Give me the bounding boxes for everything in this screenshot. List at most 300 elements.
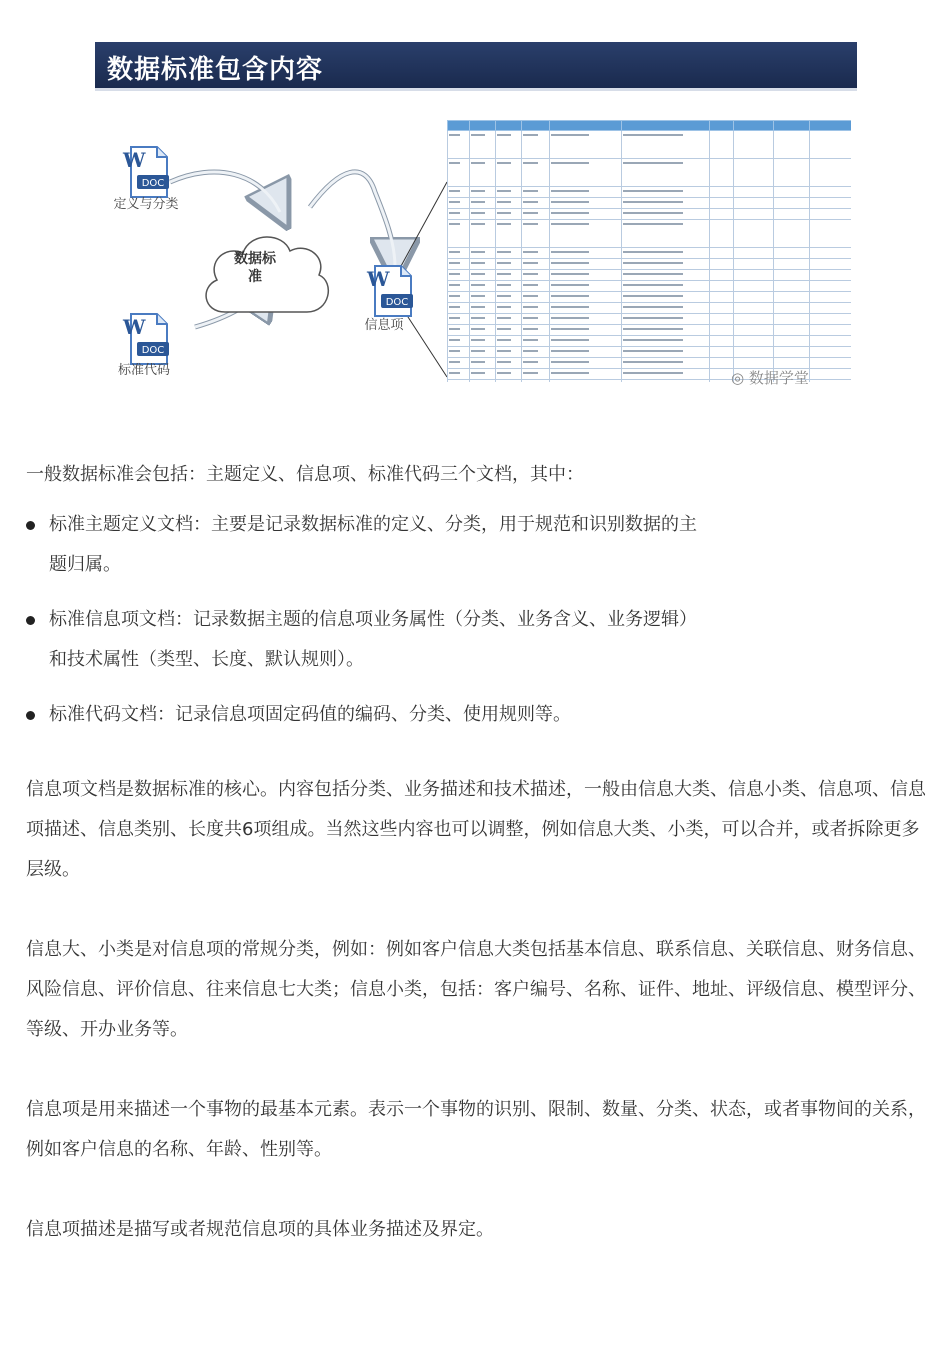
bullet-item <box>26 695 709 735</box>
table-cell <box>522 369 550 380</box>
table-cell <box>470 159 496 187</box>
table-row <box>448 336 852 347</box>
table-cell <box>496 159 522 187</box>
table-cell <box>470 325 496 336</box>
table-cell <box>734 347 774 358</box>
table-cell <box>734 303 774 314</box>
illegible-text-bar <box>623 328 683 330</box>
illegible-text-bar <box>471 350 485 352</box>
table-cell <box>550 187 622 198</box>
table-cell <box>774 347 810 358</box>
illegible-text-bar <box>497 284 511 286</box>
illegible-text-bar <box>449 284 460 286</box>
word-doc-icon <box>121 312 173 368</box>
illegible-text-bar <box>471 295 485 297</box>
table-cell <box>448 292 470 303</box>
table-cell <box>470 358 496 369</box>
table-cell <box>496 292 522 303</box>
table-cell <box>774 281 810 292</box>
table-cell <box>496 270 522 281</box>
illegible-text-bar <box>551 134 589 136</box>
paragraph: 信息项描述是描写或者规范信息项的具体业务描述及界定。 <box>26 1219 494 1240</box>
info-item-table-thumbnail <box>447 120 851 382</box>
table-cell <box>710 159 734 187</box>
illegible-text-bar <box>523 262 538 264</box>
paragraph: 信息项是用来描述一个事物的最基本元素。表示一个事物的识别、限制、数量、分类、状态，或者事物间的关系，例如客户信息的名称、年龄、性别等。 <box>26 1099 926 1160</box>
illegible-text-bar <box>497 212 511 214</box>
illegible-text-bar <box>623 134 683 136</box>
illegible-text-bar <box>497 339 511 341</box>
table-cell <box>550 281 622 292</box>
table-cell <box>810 281 852 292</box>
illegible-text-bar <box>449 317 460 319</box>
illegible-text-bar <box>497 251 511 253</box>
table-cell <box>622 209 710 220</box>
illegible-text-bar <box>523 295 538 297</box>
doc-label-info-item: 信息项 <box>364 318 404 333</box>
table-cell <box>810 259 852 270</box>
table-row <box>448 220 852 248</box>
table-cell <box>448 259 470 270</box>
table-cell <box>710 131 734 159</box>
paragraph: 信息大、小类是对信息项的常规分类，例如：例如客户信息大类包括基本信息、联系信息、关联信息、财务信息、风险信息、评价信息、往来信息七大类；信息小类，包括：客户编号、名称、证件、地址、评级信息、模型评分、等级、开办业务等。 <box>26 939 926 1040</box>
illegible-text-bar <box>523 284 538 286</box>
table-row <box>448 292 852 303</box>
table-cell <box>622 314 710 325</box>
illegible-text-bar <box>471 284 485 286</box>
table-cell <box>522 220 550 248</box>
illegible-text-bar <box>523 190 538 192</box>
illegible-text-bar <box>523 328 538 330</box>
illegible-text-bar <box>497 317 511 319</box>
illegible-text-bar <box>449 306 460 308</box>
illegible-text-bar <box>523 317 538 319</box>
illegible-text-bar <box>523 339 538 341</box>
table-cell <box>496 325 522 336</box>
illegible-text-bar <box>551 162 589 164</box>
table-cell <box>448 187 470 198</box>
table-cell <box>448 369 470 380</box>
table-cell <box>550 198 622 209</box>
table-cell <box>810 347 852 358</box>
table-cell <box>774 248 810 259</box>
table-cell <box>448 209 470 220</box>
table-cell <box>710 187 734 198</box>
table-cell <box>622 220 710 248</box>
table-cell <box>774 220 810 248</box>
table-cell <box>550 303 622 314</box>
table-cell <box>550 259 622 270</box>
illegible-text-bar <box>623 251 683 253</box>
table-cell <box>470 281 496 292</box>
data-standard-figure <box>95 42 857 408</box>
table-cell <box>622 358 710 369</box>
table-cell <box>774 303 810 314</box>
wechat-icon: ◎ <box>731 369 745 387</box>
illegible-text-bar <box>497 223 511 225</box>
table-cell <box>448 270 470 281</box>
table-cell <box>774 314 810 325</box>
table-cell <box>734 292 774 303</box>
illegible-text-bar <box>471 190 485 192</box>
table-cell <box>710 325 734 336</box>
illegible-text-bar <box>623 317 683 319</box>
table-cell <box>810 270 852 281</box>
cloud-label: 数据标准 <box>234 251 276 285</box>
table-cell <box>448 198 470 209</box>
table-cell <box>774 187 810 198</box>
table-cell <box>522 358 550 369</box>
table-cell <box>496 303 522 314</box>
illegible-text-bar <box>623 273 683 275</box>
illegible-text-bar <box>623 306 683 308</box>
table-cell <box>448 281 470 292</box>
illegible-text-bar <box>551 361 589 363</box>
table-cell <box>710 259 734 270</box>
table-cell <box>448 220 470 248</box>
illegible-text-bar <box>449 372 460 374</box>
illegible-text-bar <box>523 134 538 136</box>
illegible-text-bar <box>449 339 460 341</box>
illegible-text-bar <box>449 212 460 214</box>
illegible-text-bar <box>523 201 538 203</box>
table-cell <box>710 292 734 303</box>
table-cell <box>522 380 550 383</box>
table-cell <box>810 187 852 198</box>
table-header-cell <box>550 121 622 131</box>
table-cell <box>622 336 710 347</box>
illegible-text-bar <box>497 162 511 164</box>
table-cell <box>496 248 522 259</box>
illegible-text-bar <box>523 251 538 253</box>
table-cell <box>810 314 852 325</box>
table-row <box>448 209 852 220</box>
table-row <box>448 131 852 159</box>
table-row <box>448 281 852 292</box>
table-cell <box>470 187 496 198</box>
illegible-text-bar <box>551 212 589 214</box>
table-cell <box>550 380 622 383</box>
table-row <box>448 248 852 259</box>
illegible-text-bar <box>523 273 538 275</box>
table-cell <box>734 159 774 187</box>
table-row <box>448 270 852 281</box>
svg-text:DOC: DOC <box>141 178 165 189</box>
illegible-text-bar <box>623 350 683 352</box>
table-cell <box>448 159 470 187</box>
table-cell <box>810 369 852 380</box>
table-cell <box>734 259 774 270</box>
table-row <box>448 314 852 325</box>
table-cell <box>550 270 622 281</box>
svg-text:W: W <box>123 315 146 339</box>
table-cell <box>448 347 470 358</box>
table-cell <box>622 198 710 209</box>
table-cell <box>810 292 852 303</box>
table-cell <box>622 303 710 314</box>
table-cell <box>496 380 522 383</box>
table-cell <box>734 270 774 281</box>
table-cell <box>496 131 522 159</box>
illegible-text-bar <box>523 162 538 164</box>
table-cell <box>496 187 522 198</box>
table-cell <box>448 131 470 159</box>
table-cell <box>522 259 550 270</box>
bullet-text: 标准信息项文档：记录数据主题的信息项业务属性（分类、业务含义、业务逻辑）和技术属性（类型、长度、默认规则）。 <box>49 609 697 670</box>
table-cell <box>522 270 550 281</box>
illegible-text-bar <box>623 223 683 225</box>
table-cell <box>470 336 496 347</box>
table-cell <box>622 270 710 281</box>
bullet-item <box>26 505 709 585</box>
illegible-text-bar <box>497 306 511 308</box>
illegible-text-bar <box>551 223 589 225</box>
illegible-text-bar <box>497 201 511 203</box>
table-cell <box>710 209 734 220</box>
table-cell <box>496 369 522 380</box>
illegible-text-bar <box>551 295 589 297</box>
illegible-text-bar <box>471 262 485 264</box>
svg-text:W: W <box>123 148 146 172</box>
table-cell <box>774 198 810 209</box>
illegible-text-bar <box>471 162 485 164</box>
table-cell <box>774 131 810 159</box>
illegible-text-bar <box>551 251 589 253</box>
illegible-text-bar <box>449 162 460 164</box>
table-cell <box>522 248 550 259</box>
illegible-text-bar <box>623 295 683 297</box>
bullet-text: 标准主题定义文档：主要是记录数据标准的定义、分类，用于规范和识别数据的主题归属。 <box>49 514 697 575</box>
table-cell <box>710 347 734 358</box>
doc-label-definition: 定义与分类 <box>113 197 179 212</box>
illegible-text-bar <box>623 361 683 363</box>
table-cell <box>470 209 496 220</box>
table-cell <box>810 220 852 248</box>
illegible-text-bar <box>623 162 683 164</box>
illegible-text-bar <box>523 306 538 308</box>
table-cell <box>470 248 496 259</box>
illegible-text-bar <box>449 328 460 330</box>
table-cell <box>734 220 774 248</box>
table-cell <box>522 209 550 220</box>
illegible-text-bar <box>449 350 460 352</box>
illegible-text-bar <box>471 212 485 214</box>
bullet-item <box>26 600 709 680</box>
table-cell <box>550 131 622 159</box>
table-cell <box>550 358 622 369</box>
table-row <box>448 187 852 198</box>
table-cell <box>550 325 622 336</box>
table-cell <box>774 259 810 270</box>
table-cell <box>470 314 496 325</box>
illegible-text-bar <box>449 134 460 136</box>
table-cell <box>734 314 774 325</box>
table-cell <box>710 281 734 292</box>
table-cell <box>522 314 550 325</box>
illegible-text-bar <box>497 190 511 192</box>
table-cell <box>774 336 810 347</box>
table-cell <box>522 325 550 336</box>
table-cell <box>710 358 734 369</box>
illegible-text-bar <box>523 223 538 225</box>
illegible-text-bar <box>623 372 683 374</box>
illegible-text-bar <box>623 339 683 341</box>
illegible-text-bar <box>497 295 511 297</box>
table-cell <box>734 336 774 347</box>
illegible-text-bar <box>449 190 460 192</box>
illegible-text-bar <box>471 251 485 253</box>
table-row <box>448 303 852 314</box>
illegible-text-bar <box>449 295 460 297</box>
table-cell <box>710 314 734 325</box>
illegible-text-bar <box>623 201 683 203</box>
table-cell <box>550 314 622 325</box>
table-cell <box>774 209 810 220</box>
illegible-text-bar <box>449 201 460 203</box>
table-cell <box>774 159 810 187</box>
table-cell <box>622 131 710 159</box>
illegible-text-bar <box>551 262 589 264</box>
illegible-text-bar <box>471 201 485 203</box>
illegible-text-bar <box>497 262 511 264</box>
bullet-dot-icon <box>26 616 35 625</box>
table-cell <box>522 347 550 358</box>
illegible-text-bar <box>523 372 538 374</box>
table-header-cell <box>496 121 522 131</box>
illegible-text-bar <box>551 284 589 286</box>
table-cell <box>470 369 496 380</box>
table-cell <box>710 270 734 281</box>
table-cell <box>550 248 622 259</box>
illegible-text-bar <box>523 361 538 363</box>
table-cell <box>622 159 710 187</box>
illegible-text-bar <box>623 284 683 286</box>
table-row <box>448 325 852 336</box>
svg-text:DOC: DOC <box>141 345 165 356</box>
table-cell <box>550 159 622 187</box>
illegible-text-bar <box>471 317 485 319</box>
table-cell <box>710 198 734 209</box>
table-cell <box>522 303 550 314</box>
table-cell <box>622 248 710 259</box>
table-cell <box>810 159 852 187</box>
table-cell <box>470 292 496 303</box>
table-cell <box>810 358 852 369</box>
table-cell <box>448 248 470 259</box>
table-cell <box>496 198 522 209</box>
illegible-text-bar <box>551 350 589 352</box>
table-cell <box>710 248 734 259</box>
table-cell <box>522 159 550 187</box>
table-cell <box>622 347 710 358</box>
table-cell <box>522 336 550 347</box>
bullet-dot-icon <box>26 711 35 720</box>
table-cell <box>622 292 710 303</box>
illegible-text-bar <box>449 262 460 264</box>
article-body <box>26 455 926 1250</box>
illegible-text-bar <box>449 273 460 275</box>
illegible-text-bar <box>623 262 683 264</box>
svg-text:DOC: DOC <box>385 297 409 308</box>
table-header-cell <box>710 121 734 131</box>
illegible-text-bar <box>551 273 589 275</box>
table-cell <box>550 336 622 347</box>
table-cell <box>622 380 710 383</box>
illegible-text-bar <box>497 372 511 374</box>
table-cell <box>470 220 496 248</box>
illegible-text-bar <box>551 201 589 203</box>
table-cell <box>550 220 622 248</box>
banner-title: 数据标准包含内容 <box>107 55 324 85</box>
illegible-text-bar <box>471 328 485 330</box>
table-cell <box>522 281 550 292</box>
illegible-text-bar <box>551 306 589 308</box>
table-cell <box>470 347 496 358</box>
table-cell <box>810 303 852 314</box>
table-cell <box>496 314 522 325</box>
table-cell <box>470 303 496 314</box>
table-cell <box>710 220 734 248</box>
word-doc-icon <box>121 145 173 201</box>
doc-label-code: 标准代码 <box>117 363 170 378</box>
illegible-text-bar <box>551 328 589 330</box>
table-cell <box>810 380 852 383</box>
table-cell <box>774 325 810 336</box>
illegible-text-bar <box>471 339 485 341</box>
table-header-cell <box>810 121 852 131</box>
paragraph: 信息项文档是数据标准的核心。内容包括分类、业务描述和技术描述，一般由信息大类、信息小类、信息项、信息项描述、信息类别、长度共6项组成。当然这些内容也可以调整，例如信息大类、小类，可以合并，或者拆除更多层级。 <box>26 779 926 880</box>
table-header-cell <box>522 121 550 131</box>
table-cell <box>810 325 852 336</box>
table-cell <box>810 131 852 159</box>
table-header-cell <box>448 121 470 131</box>
watermark <box>731 367 809 388</box>
table-header-cell <box>734 121 774 131</box>
table-cell <box>622 369 710 380</box>
table-cell <box>496 220 522 248</box>
table-cell <box>810 198 852 209</box>
table-cell <box>448 303 470 314</box>
table-cell <box>496 209 522 220</box>
illegible-text-bar <box>471 134 485 136</box>
table-header-cell <box>622 121 710 131</box>
illegible-text-bar <box>551 190 589 192</box>
table-cell <box>496 259 522 270</box>
table-cell <box>522 292 550 303</box>
table-cell <box>622 187 710 198</box>
table-cell <box>734 131 774 159</box>
illegible-text-bar <box>471 361 485 363</box>
table-cell <box>448 336 470 347</box>
table-cell <box>470 380 496 383</box>
table-cell <box>470 131 496 159</box>
table-cell <box>496 336 522 347</box>
table-cell <box>810 248 852 259</box>
table-cell <box>496 347 522 358</box>
svg-text:W: W <box>367 267 390 291</box>
table-cell <box>774 292 810 303</box>
illegible-text-bar <box>471 273 485 275</box>
illegible-text-bar <box>497 350 511 352</box>
table-row <box>448 259 852 270</box>
table-cell <box>470 270 496 281</box>
illegible-text-bar <box>449 223 460 225</box>
table-cell <box>810 336 852 347</box>
table-cell <box>550 292 622 303</box>
illegible-text-bar <box>497 328 511 330</box>
illegible-text-bar <box>449 251 460 253</box>
table-cell <box>734 187 774 198</box>
